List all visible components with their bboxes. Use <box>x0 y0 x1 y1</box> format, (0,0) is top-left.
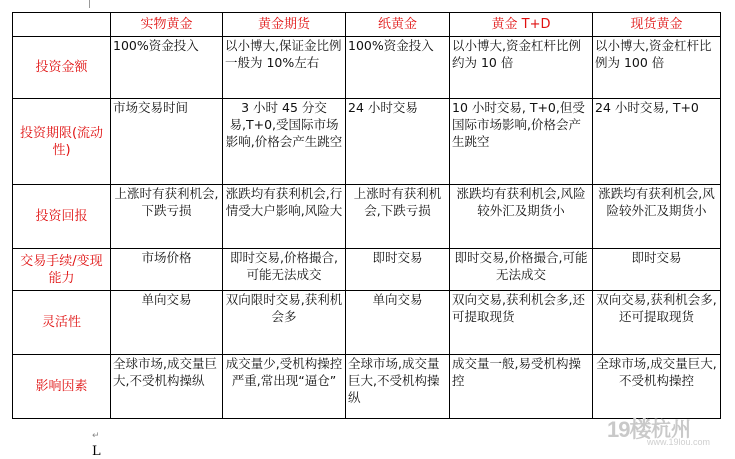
row-label-investment-return: 投资回报 <box>13 185 111 249</box>
table-cell: 上涨时有获利机会,下跌亏损 <box>111 185 223 249</box>
table-cell: 上涨时有获利机会,下跌亏损 <box>346 185 450 249</box>
table-cell: 以小博大,资金杠杆比例约为 10 倍 <box>450 37 593 99</box>
table-cell: 即时交易 <box>593 249 721 291</box>
table-cell: 100%资金投入 <box>346 37 450 99</box>
table-row <box>13 37 721 99</box>
table-cell: 涨跌均有获利机会,风险较外汇及期货小 <box>593 185 721 249</box>
site-watermark <box>607 405 727 451</box>
table-cell: 成交量一般,易受机构操控 <box>450 355 593 419</box>
watermark-city: 杭州 <box>651 419 691 441</box>
table-cell: 市场交易时间 <box>111 99 223 185</box>
table-cell: 以小博大,保证金比例一般为 10%左右 <box>223 37 346 99</box>
header-spot-gold: 现货黄金 <box>593 13 721 37</box>
table-cell: 双向交易,获利机会多,还可提取现货 <box>593 291 721 355</box>
table-cell: 3 小时 45 分交易,T+0,受国际市场影响,价格会产生跳空 <box>223 99 346 185</box>
header-corner-cell <box>13 13 111 37</box>
row-label-investment-amount: 投资金额 <box>13 37 111 99</box>
table-row <box>13 185 721 249</box>
table-cell: 24 小时交易, T+0 <box>593 99 721 185</box>
header-paper-gold: 纸黄金 <box>346 13 450 37</box>
table-cell: 成交量少,受机构操控严重,常出现“逼仓” <box>223 355 346 419</box>
row-label-influencing-factors: 影响因素 <box>13 355 111 419</box>
text-cursor-glyph[interactable]: L <box>92 444 101 459</box>
row-label-liquidity: 交易手续/变现能力 <box>13 249 111 291</box>
table-cell: 以小博大,资金杠杆比例为 100 倍 <box>593 37 721 99</box>
row-label-investment-term: 投资期限(流动性) <box>13 99 111 185</box>
table-cell: 市场价格 <box>111 249 223 291</box>
table-cell: 即时交易,价格撮合,可能无法成交 <box>223 249 346 291</box>
watermark-logo: 19楼 <box>607 417 651 442</box>
table-cell: 100%资金投入 <box>111 37 223 99</box>
header-gold-td: 黄金 T+D <box>450 13 593 37</box>
table-cell: 10 小时交易, T+0,但受国际市场影响,价格会产生跳空 <box>450 99 593 185</box>
page-margin-mark <box>89 0 90 8</box>
table-cell: 全球市场,成交量巨大,不受机构操控 <box>593 355 721 419</box>
header-physical-gold: 实物黄金 <box>111 13 223 37</box>
row-label-flexibility: 灵活性 <box>13 291 111 355</box>
table-row <box>13 291 721 355</box>
table-cell: 全球市场,成交量巨大,不受机构操纵 <box>111 355 223 419</box>
table-cell: 双向交易,获利机会多,还可提取现货 <box>450 291 593 355</box>
table-cell: 全球市场,成交量巨大,不受机构操纵 <box>346 355 450 419</box>
table-row <box>13 249 721 291</box>
table-cell: 单向交易 <box>111 291 223 355</box>
table-cell: 即时交易 <box>346 249 450 291</box>
table-cell: 即时交易,价格撮合,可能无法成交 <box>450 249 593 291</box>
watermark-url: www.19lou.com <box>647 437 711 447</box>
table-cell: 双向限时交易,获利机会多 <box>223 291 346 355</box>
paragraph-mark-icon: ↵ <box>92 431 100 441</box>
header-gold-futures: 黄金期货 <box>223 13 346 37</box>
table-header-row <box>13 13 721 37</box>
table-row <box>13 99 721 185</box>
table-cell: 24 小时交易 <box>346 99 450 185</box>
table-cell: 涨跌均有获利机会,行情受大户影响,风险大 <box>223 185 346 249</box>
table-cell: 单向交易 <box>346 291 450 355</box>
table-cell: 涨跌均有获利机会,风险较外汇及期货小 <box>450 185 593 249</box>
gold-comparison-table <box>12 12 721 419</box>
